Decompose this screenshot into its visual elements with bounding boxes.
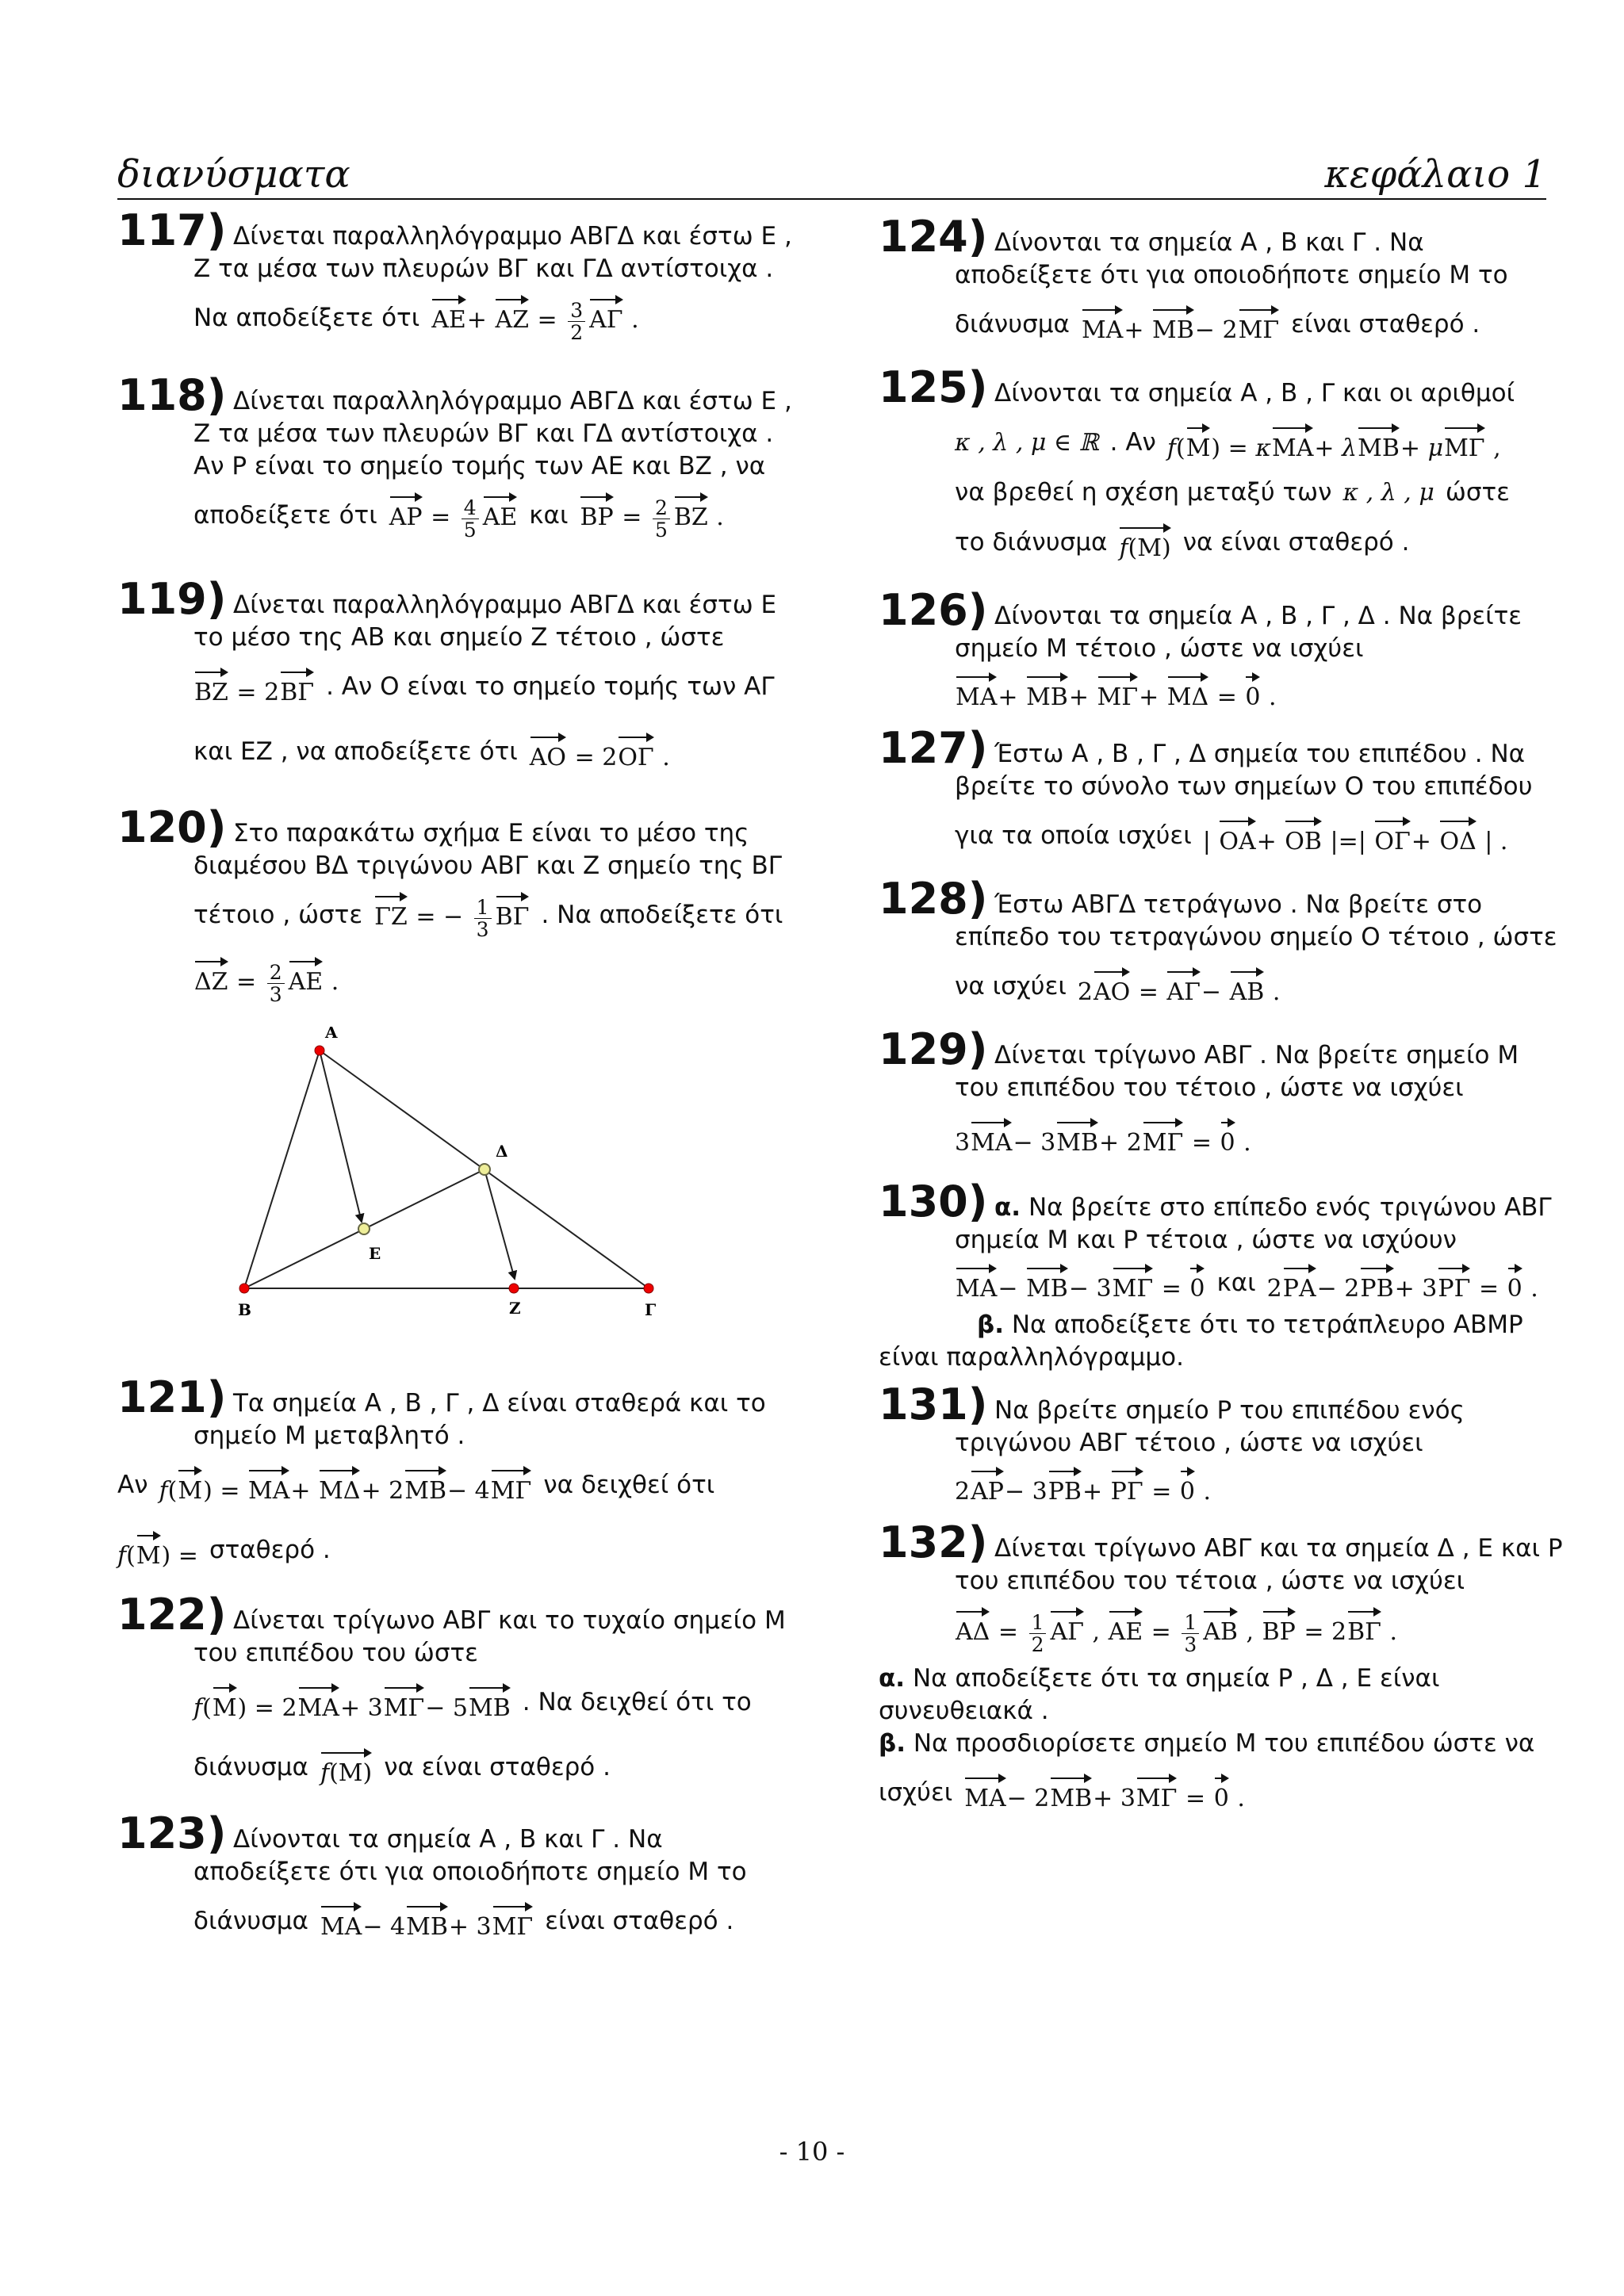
formula: f(Μ) = 2ΜΑ+ 3ΜΓ− 5ΜΒ — [193, 1681, 511, 1724]
exercise-text: Να βρείτε σημείο Ρ του επιπέδου ενός — [994, 1396, 1465, 1425]
exercise-text: σημείο Μ μεταβλητό . — [193, 1422, 465, 1450]
formula: f(Μ) = κΜΑ+ λΜΒ+ μΜΓ , — [1167, 421, 1501, 465]
exercise-127 — [879, 723, 1553, 868]
formula: ΑΕ+ ΑΖ = $\frac{3}{2}$ ΑΓ . — [431, 293, 638, 343]
exercise-text: Δίνονται τα σημεία Α , Β , Γ , Δ . Να βρείτε — [994, 602, 1522, 630]
exercise-118 — [117, 370, 799, 548]
exercise-number: 119) — [117, 574, 227, 624]
side-ab — [244, 1050, 320, 1288]
exercise-text: Τα σημεία Α , Β , Γ , Δ είναι σταθερά και το — [233, 1389, 766, 1418]
formula: ΓΖ = − $\frac{1}{3}$ ΒΓ — [373, 890, 530, 940]
formula: ΒΖ = 2ΒΓ — [193, 665, 315, 709]
formula: ΜΑ− 2ΜΒ+ 3ΜΓ = 0 . — [963, 1771, 1245, 1815]
exercise-text: Δίνονται τα σημεία Α , Β και Γ . Να — [994, 228, 1424, 257]
exercise-130 — [879, 1177, 1553, 1374]
exercise-number: 130) — [879, 1177, 988, 1226]
math-line: να ισχύει 2ΑΟ = ΑΓ− ΑΒ . — [879, 954, 1553, 1019]
formula: f(Μ) — [320, 1746, 373, 1789]
math-line — [879, 1104, 1553, 1169]
exercise-text: του επιπέδου του τέτοιο , ώστε να ισχύει — [955, 1073, 1464, 1102]
label-b: B — [238, 1300, 251, 1319]
math-line — [117, 947, 799, 1012]
vector-dz — [485, 1169, 515, 1279]
point-g — [644, 1284, 653, 1293]
left-column — [117, 205, 799, 1954]
math-line: διάνυσμα f(Μ) να είναι σταθερό . — [117, 1735, 799, 1800]
exercise-text: β. Να αποδείξετε ότι το τετράπλευρο ΑΒΜΡ — [977, 1311, 1523, 1339]
exercise-number: 120) — [117, 802, 227, 852]
exercise-text: αποδείξετε ότι για οποιοδήποτε σημείο Μ το — [955, 261, 1508, 289]
exercise-text: βρείτε το σύνολο των σημείων Ο του επιπέδου — [955, 772, 1533, 801]
exercise-number: 121) — [117, 1372, 227, 1422]
formula: 2ΡΑ− 2ΡΒ+ 3ΡΓ = 0 . — [1267, 1261, 1538, 1305]
exercise-text: Δίνονται τα σημεία Α , Β και Γ . Να — [233, 1825, 663, 1854]
right-column — [879, 212, 1563, 1825]
exercise-number: 127) — [879, 723, 988, 773]
exercise-number: 126) — [879, 585, 988, 635]
math-line: διάνυσμα ΜΑ− 4ΜΒ+ 3ΜΓ είναι σταθερό . — [117, 1888, 799, 1954]
formula: | ΟΑ+ ΟΒ |=| ΟΓ+ ΟΔ | . — [1203, 814, 1508, 858]
exercise-number: 124) — [879, 212, 988, 262]
exercise-text: σημείο Μ τέτοιο , ώστε να ισχύει — [955, 634, 1364, 663]
exercise-number: 132) — [879, 1517, 988, 1567]
point-z — [509, 1284, 519, 1293]
formula: ΜΑ+ ΜΒ+ ΜΓ+ ΜΔ = 0 . — [955, 670, 1277, 714]
formula: 2ΑΡ− 3ΡΒ+ ΡΓ = 0 . — [955, 1464, 1211, 1508]
exercise-text: το μέσο της ΑΒ και σημείο Ζ τέτοιο , ώστε — [193, 623, 725, 652]
exercise-number: 131) — [879, 1380, 988, 1429]
exercise-text: επίπεδο του τετραγώνου σημείο Ο τέτοιο , ώστε — [955, 923, 1557, 951]
formula: ΑΟ = 2ΟΓ . — [529, 730, 670, 774]
exercise-120 — [117, 802, 799, 1345]
point-e — [358, 1223, 370, 1234]
formula: 2ΑΟ = ΑΓ− ΑΒ . — [1078, 965, 1281, 1008]
formula: ΜΑ+ ΜΒ− 2ΜΓ — [1081, 303, 1280, 346]
point-b — [239, 1284, 249, 1293]
formula: f(Μ) = — [117, 1529, 198, 1572]
formula: ΒΡ = $\frac{2}{5}$ ΒΖ . — [579, 490, 723, 541]
math-line: διάνυσμα ΜΑ+ ΜΒ− 2ΜΓ είναι σταθερό . — [879, 292, 1553, 357]
math-line: αποδείξετε ότι ΑΡ = $\frac{4}{5}$ ΑΕ και ΒΡ = $\frac{2}{5}$ ΒΖ . — [117, 483, 799, 548]
exercise-text: Δίνεται παραλληλόγραμμο ΑΒΓΔ και έστω Ε , — [233, 222, 792, 251]
formula: κ , λ , μ — [1342, 478, 1434, 507]
exercise-text: του επιπέδου του ώστε — [193, 1639, 478, 1667]
math-line: για τα οποία ισχύει | ΟΑ+ ΟΒ |=| ΟΓ+ ΟΔ | . — [879, 803, 1553, 868]
exercise-text: Έστω ΑΒΓΔ τετράγωνο . Να βρείτε στο — [994, 890, 1483, 919]
exercise-123 — [117, 1808, 799, 1954]
exercise-text: Έστω Α , Β , Γ , Δ σημεία του επιπέδου . Να — [994, 740, 1526, 768]
chapter-label: κεφάλαιο 1 — [1324, 152, 1546, 197]
exercise-number: 122) — [117, 1590, 227, 1640]
math-line: Να αποδείξετε ότι ΑΕ+ ΑΖ = $\frac{3}{2}$ ΑΓ . — [117, 285, 799, 350]
point-a — [315, 1046, 324, 1055]
point-d — [479, 1164, 490, 1175]
exercise-126 — [879, 585, 1553, 718]
exercise-124 — [879, 212, 1553, 357]
math-line: f(Μ) = σταθερό . — [117, 1517, 799, 1582]
label-a: A — [325, 1027, 338, 1042]
math-line: Αν f(Μ) = ΜΑ+ ΜΔ+ 2ΜΒ− 4ΜΓ να δειχθεί ότι — [117, 1452, 799, 1517]
formula: ΑΔ = $\frac{1}{2}$ ΑΓ , ΑΕ = $\frac{1}{3}$ ΑΒ , ΒΡ = 2ΒΓ . — [955, 1605, 1397, 1655]
exercise-number: 123) — [117, 1808, 227, 1858]
exercise-text: του επιπέδου του τέτοια , ώστε να ισχύει — [955, 1567, 1465, 1595]
exercise-text: τριγώνου ΑΒΓ τέτοιο , ώστε να ισχύει — [955, 1429, 1423, 1457]
math-line: τέτοιο , ώστε ΓΖ = − $\frac{1}{3}$ ΒΓ . Να αποδείξετε ότι — [117, 882, 799, 947]
page-header — [117, 151, 1546, 200]
exercise-text: σημεία Μ και Ρ τέτοια , ώστε να ισχύουν — [955, 1226, 1457, 1254]
exercise-text: Δίνονται τα σημεία Α , Β , Γ και οι αριθμοί — [994, 379, 1515, 408]
formula: ΑΡ = $\frac{4}{5}$ ΑΕ — [389, 490, 519, 541]
math-line — [879, 665, 1553, 718]
exercise-text: Δίνεται τρίγωνο ΑΒΓ και το τυχαίο σημείο Μ — [233, 1606, 786, 1635]
exercise-119 — [117, 574, 799, 784]
exercise-131 — [879, 1380, 1553, 1512]
math-line: κ , λ , μ ∈ ℝ . Αν f(Μ) = κΜΑ+ λΜΒ+ μΜΓ , — [879, 410, 1553, 475]
exercise-text: Στο παρακάτω σχήμα Ε είναι το μέσο της — [233, 819, 749, 848]
label-d: Δ — [496, 1142, 508, 1161]
formula: f(Μ) — [1118, 521, 1171, 564]
exercise-text: β. Να προσδιορίσετε σημείο Μ του επιπέδου ώστε να — [879, 1729, 1535, 1758]
page-title: διανύσματα — [117, 152, 350, 197]
exercise-129 — [879, 1024, 1553, 1169]
label-z: Z — [509, 1299, 521, 1318]
exercise-125 — [879, 362, 1553, 575]
exercise-text: Δίνεται παραλληλόγραμμο ΑΒΓΔ και έστω Ε — [233, 591, 777, 619]
math-line: ΜΑ− ΜΒ− 3ΜΓ = 0 και 2ΡΑ− 2ΡΒ+ 3ΡΓ = 0 . — [879, 1257, 1553, 1309]
exercise-text: α. Να αποδείξετε ότι τα σημεία Ρ , Δ , Ε είναι — [879, 1664, 1440, 1693]
exercise-text: Ζ τα μέσα των πλευρών ΒΓ και ΓΔ αντίστοιχα . — [193, 419, 774, 448]
exercise-text: αποδείξετε ότι για οποιοδήποτε σημείο Μ το — [193, 1858, 747, 1886]
label-g: Γ — [645, 1300, 657, 1319]
exercise-text: Δίνεται τρίγωνο ΑΒΓ και τα σημεία Δ , Ε και Ρ — [994, 1534, 1563, 1563]
math-line: το διάνυσμα f(Μ) να είναι σταθερό . — [879, 510, 1553, 575]
math-line: ισχύει ΜΑ− 2ΜΒ+ 3ΜΓ = 0 . — [879, 1760, 1553, 1825]
exercise-121 — [117, 1372, 799, 1582]
exercise-128 — [879, 874, 1557, 1019]
exercise-117 — [117, 205, 799, 350]
math-line — [879, 1598, 1553, 1663]
triangle-figure — [117, 1027, 688, 1336]
math-line: να βρεθεί η σχέση μεταξύ των κ , λ , μ ώστε — [879, 475, 1553, 510]
exercise-text: είναι παραλληλόγραμμο. — [879, 1343, 1184, 1372]
formula: κ , λ , μ ∈ ℝ — [955, 428, 1099, 457]
exercise-132 — [879, 1517, 1563, 1825]
exercise-number: 125) — [879, 362, 988, 412]
math-line: ΒΖ = 2ΒΓ . Αν Ο είναι το σημείο τομής των ΑΓ — [117, 654, 799, 719]
math-line: και ΕΖ , να αποδείξετε ότι ΑΟ = 2ΟΓ . — [117, 719, 799, 784]
exercise-text: Αν Ρ είναι το σημείο τομής των ΑΕ και ΒΖ , να — [193, 452, 766, 480]
exercise-text: συνευθειακά . — [879, 1697, 1049, 1725]
exercise-number: 129) — [879, 1024, 988, 1074]
label-e: E — [369, 1244, 381, 1263]
exercise-text: Δίνεται τρίγωνο ΑΒΓ . Να βρείτε σημείο Μ — [994, 1041, 1519, 1070]
formula: f(Μ) = ΜΑ+ ΜΔ+ 2ΜΒ− 4ΜΓ — [159, 1464, 533, 1507]
exercise-text: διαμέσου ΒΔ τριγώνου ΑΒΓ και Ζ σημείο της ΒΓ — [193, 851, 783, 880]
formula: ΔΖ = $\frac{2}{3}$ ΑΕ . — [193, 955, 339, 1005]
math-line: f(Μ) = 2ΜΑ+ 3ΜΓ− 5ΜΒ . Να δειχθεί ότι το — [117, 1670, 799, 1735]
exercise-number: 128) — [879, 874, 988, 924]
exercise-number: 118) — [117, 370, 227, 420]
math-line — [879, 1460, 1553, 1512]
exercise-text: Ζ τα μέσα των πλευρών ΒΓ και ΓΔ αντίστοιχα . — [193, 254, 774, 283]
exercise-122 — [117, 1590, 799, 1800]
exercise-text: Δίνεται παραλληλόγραμμο ΑΒΓΔ και έστω Ε , — [233, 387, 792, 415]
page-number: - 10 - — [779, 2137, 845, 2167]
exercise-number: 117) — [117, 205, 227, 255]
formula: ΜΑ− ΜΒ− 3ΜΓ = 0 — [955, 1261, 1205, 1305]
formula: ΜΑ− 4ΜΒ+ 3ΜΓ — [320, 1900, 534, 1943]
exercise-text: α. Να βρείτε στο επίπεδο ενός τριγώνου ΑΒΓ — [994, 1193, 1552, 1222]
formula: 3ΜΑ− 3ΜΒ+ 2ΜΓ = 0 . — [955, 1115, 1251, 1159]
